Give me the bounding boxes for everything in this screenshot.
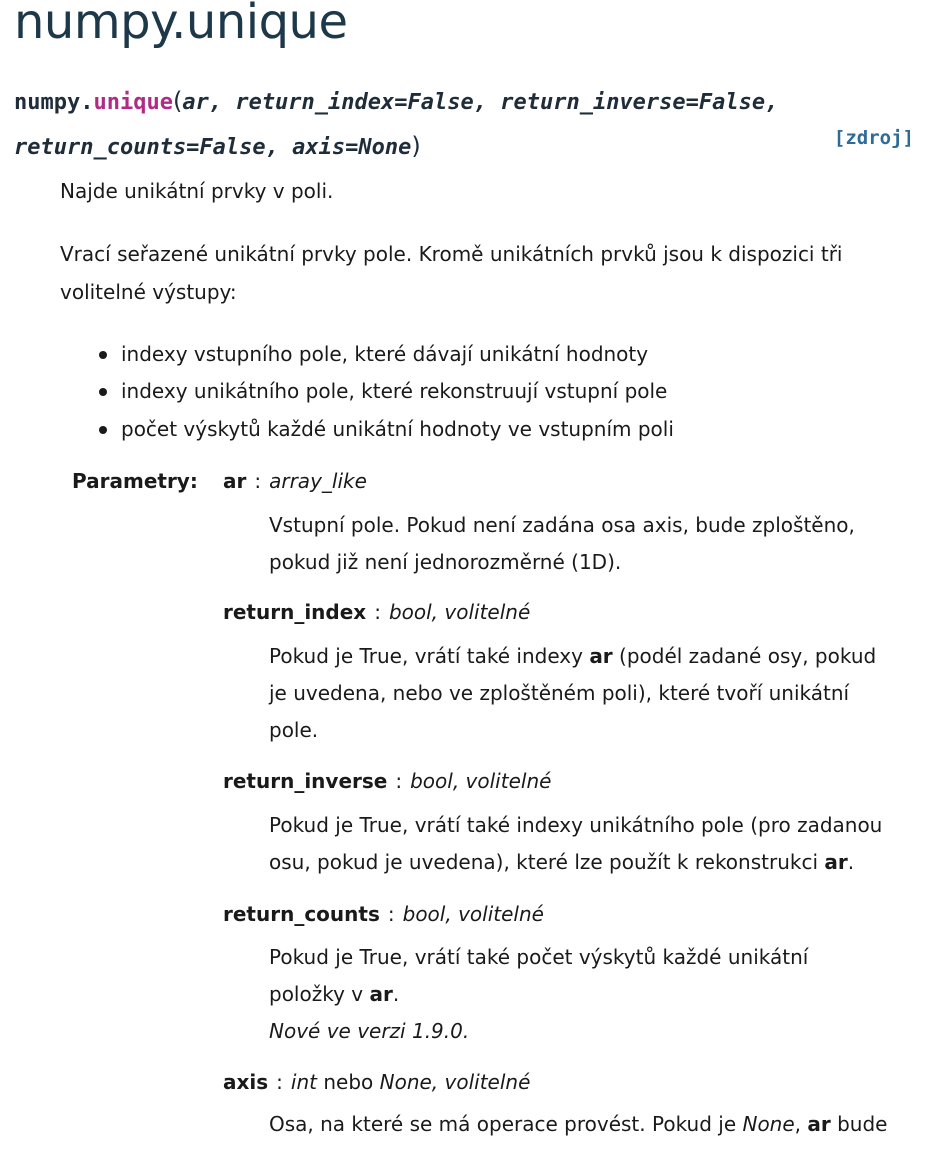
- param-name: return_index: [223, 600, 367, 624]
- description-line-2: volitelné výstupy:: [60, 280, 237, 304]
- param-type: None, volitelné: [379, 1070, 531, 1094]
- signature-args-line-1: ar, return_index=False, return_inverse=False,: [182, 90, 779, 115]
- desc-text: (podél zadané osy, pokud: [612, 644, 877, 668]
- param-return-counts-desc-line-1: Pokud je True, vrátí také počet výskytů každé unikátní: [269, 945, 809, 969]
- summary-text: Najde unikátní prvky v poli.: [60, 179, 334, 203]
- desc-text: ,: [794, 1112, 808, 1136]
- description-line-1: Vrací seřazené unikátní prvky pole. Kromě unikátních prvků jsou k dispozici tři: [60, 242, 843, 266]
- param-type: bool, volitelné: [402, 902, 544, 926]
- desc-bold-ar: ar: [369, 982, 393, 1006]
- param-return-index-desc-line-2: je uvedena, nebo ve zploštěném poli), které tvoří unikátní: [269, 681, 850, 705]
- function-signature-line-2: [14, 131, 421, 163]
- param-colon: :: [387, 902, 395, 926]
- param-name: axis: [223, 1070, 269, 1094]
- signature-module: numpy.: [14, 90, 94, 115]
- param-type: bool, volitelné: [388, 600, 531, 624]
- signature-open-paren: (: [172, 87, 183, 115]
- signature-close-paren: ): [411, 132, 421, 160]
- param-return-inverse-desc-line-2: [269, 844, 854, 881]
- signature-function-name: unique: [93, 90, 173, 115]
- param-colon: :: [254, 469, 262, 493]
- version-note: [269, 1013, 469, 1050]
- desc-italic-none: None: [742, 1112, 795, 1136]
- signature-args-line-2: return_counts=False, axis=None: [14, 135, 412, 160]
- param-return-counts-header: [223, 896, 544, 933]
- param-ar-desc-line-1: Vstupní pole. Pokud není zadána osa axis, bude zploštěno,: [269, 513, 855, 537]
- version-note-text: Nové ve verzi 1.9.0.: [269, 1019, 470, 1043]
- param-colon: :: [374, 600, 381, 624]
- param-axis-desc-line-1: [269, 1106, 887, 1143]
- desc-bold-ar: ar: [807, 1112, 831, 1136]
- param-ar-header: [223, 463, 367, 500]
- param-name: return_counts: [223, 902, 380, 926]
- param-colon: :: [276, 1070, 283, 1094]
- list-item: indexy vstupního pole, které dávají unikátní hodnoty: [121, 336, 648, 373]
- param-type: array_like: [269, 469, 367, 493]
- desc-text: bude: [830, 1112, 888, 1136]
- param-ar-desc-line-2: pokud již není jednorozměrné (1D).: [269, 550, 622, 574]
- param-return-inverse-header: [223, 763, 551, 800]
- param-return-index-header: [223, 594, 530, 631]
- list-item: počet výskytů každé unikátní hodnoty ve vstupním poli: [121, 411, 674, 448]
- parameters-label: Parametry:: [72, 469, 198, 493]
- desc-text: Osa, na které se má operace provést. Pokud je: [269, 1112, 743, 1136]
- desc-text: .: [392, 982, 400, 1006]
- desc-text: osu, pokud je uvedena), které lze použít k rekonstrukci: [269, 850, 825, 874]
- desc-text: .: [847, 850, 855, 874]
- param-axis-header: [223, 1064, 530, 1101]
- param-type: int: [290, 1070, 317, 1094]
- param-return-index-desc-line-3: pole.: [269, 718, 319, 742]
- param-name: ar: [223, 469, 247, 493]
- list-item: indexy unikátního pole, které rekonstruují vstupní pole: [121, 373, 667, 410]
- function-signature-line-1: [14, 86, 778, 118]
- param-type: bool, volitelné: [410, 769, 552, 793]
- desc-text: Pokud je True, vrátí také indexy: [269, 644, 590, 668]
- page-title: numpy.unique: [14, 0, 348, 50]
- param-type-connector: nebo: [316, 1070, 380, 1094]
- param-return-counts-desc-line-2: [269, 976, 399, 1013]
- desc-bold-ar: ar: [824, 850, 848, 874]
- param-name: return_inverse: [223, 769, 388, 793]
- desc-bold-ar: ar: [589, 644, 613, 668]
- param-return-inverse-desc-line-1: Pokud je True, vrátí také indexy unikátního pole (pro zadanou: [269, 813, 883, 837]
- param-return-index-desc-line-1: [269, 638, 876, 675]
- param-colon: :: [395, 769, 403, 793]
- desc-text: položky v: [269, 982, 370, 1006]
- source-link[interactable]: [zdroj]: [833, 127, 914, 149]
